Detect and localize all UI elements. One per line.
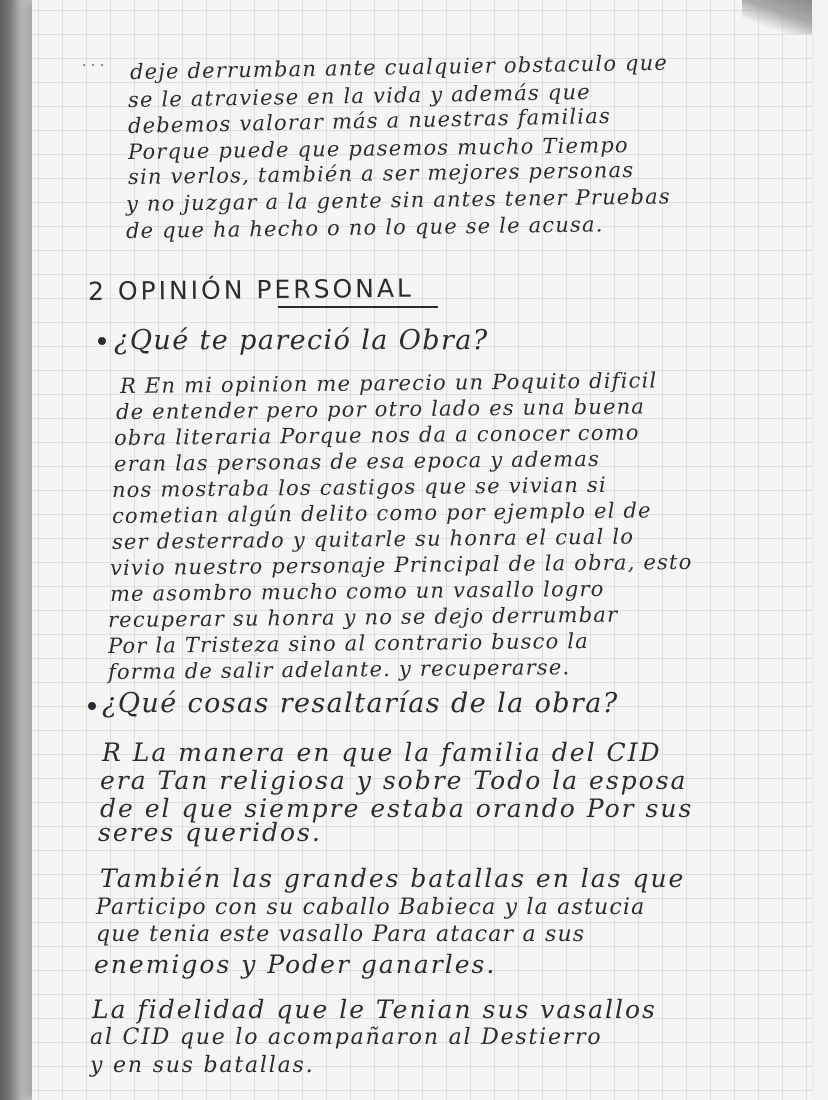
paragraph1-line-4: Porque puede que pasemos mucho Tiempo [127, 133, 629, 164]
answer2-p2-line-4: enemigos y Poder ganarles. [94, 950, 497, 979]
section-heading: 2 OPINIÓN PERSONAL [87, 273, 415, 306]
paragraph1-line-7: de que ha hecho o no lo que se le acusa. [125, 212, 604, 243]
paragraph1-line-5: sin verlos, también a ser mejores personas [127, 157, 635, 189]
answer2-p1-line-2: era Tan religiosa y sobre Todo la esposa [100, 766, 688, 795]
answer2-p2-line-2: Participo con su caballo Babieca y la astucia [96, 895, 646, 920]
answer1-line-7: ser desterrado y quitarle su honra el cual lo [111, 524, 635, 554]
paragraph1-line-2: se le atraviese en la vida y además que [127, 79, 592, 112]
answer1-line-8: vivio nuestro personaje Principal de la obra, esto [109, 549, 693, 580]
answer2-p3-line-2: al CID que lo acompañaron al Destierro [90, 1025, 603, 1050]
answer1-line-11: Por la Tristeza sino al contrario busco la [107, 628, 590, 658]
margin-marks: · · · [82, 58, 105, 74]
answer1-line-5: nos mostraba los castigos que se vivian si [111, 472, 607, 502]
question2: ¿Qué cosas resaltarías de la obra? [102, 688, 619, 719]
paragraph1-line-1: deje derrumban ante cualquier obstaculo que [129, 50, 669, 84]
answer2-p2-line-3: que tenia este vasallo Para atacar a sus [96, 922, 586, 947]
answer1-line-4: eran las personas de esa epoca y ademas [113, 446, 601, 476]
answer1-line-3: obra literaria Porque nos da a conocer como [113, 420, 640, 450]
answer2-p1-line-4: seres queridos. [98, 818, 322, 847]
answer1-line-6: cometian algún delito como por ejemplo el de [111, 498, 652, 528]
answer2-p1-line-1: R La manera en que la familia del CID [102, 738, 662, 767]
answer2-p1-line-3: de el que siempre estaba orando Por sus [100, 794, 694, 823]
answer1-line-12: forma de salir adelante. y recuperarse. [107, 655, 571, 684]
answer1-line-10: recuperar su honra y no se dejo derrumbar [107, 602, 619, 632]
question1: ¿Qué te pareció la Obra? [114, 325, 489, 356]
question1-bullet [98, 337, 106, 345]
paragraph1-line-3: debemos valorar más a nuestras familias [127, 103, 612, 138]
answer2-p2-line-1: También las grandes batallas en las que [100, 864, 686, 893]
question2-bullet [88, 702, 96, 710]
answer1-line-2: de entender pero por otro lado es una buena [115, 394, 646, 424]
answer1-line-9: me asombro mucho como un vasallo logro [109, 576, 605, 606]
answer2-p3-line-1: La fidelidad que le Tenian sus vasallos [92, 995, 657, 1024]
heading-underline [278, 306, 438, 308]
page-corner-shadow [742, 0, 812, 34]
answer2-p3-line-3: y en sus batallas. [90, 1053, 315, 1078]
paragraph1-line-6: y no juzgar a la gente sin antes tener Pruebas [125, 184, 671, 216]
answer1-line-1: R En mi opinion me parecio un Poquito dificil [119, 368, 658, 398]
